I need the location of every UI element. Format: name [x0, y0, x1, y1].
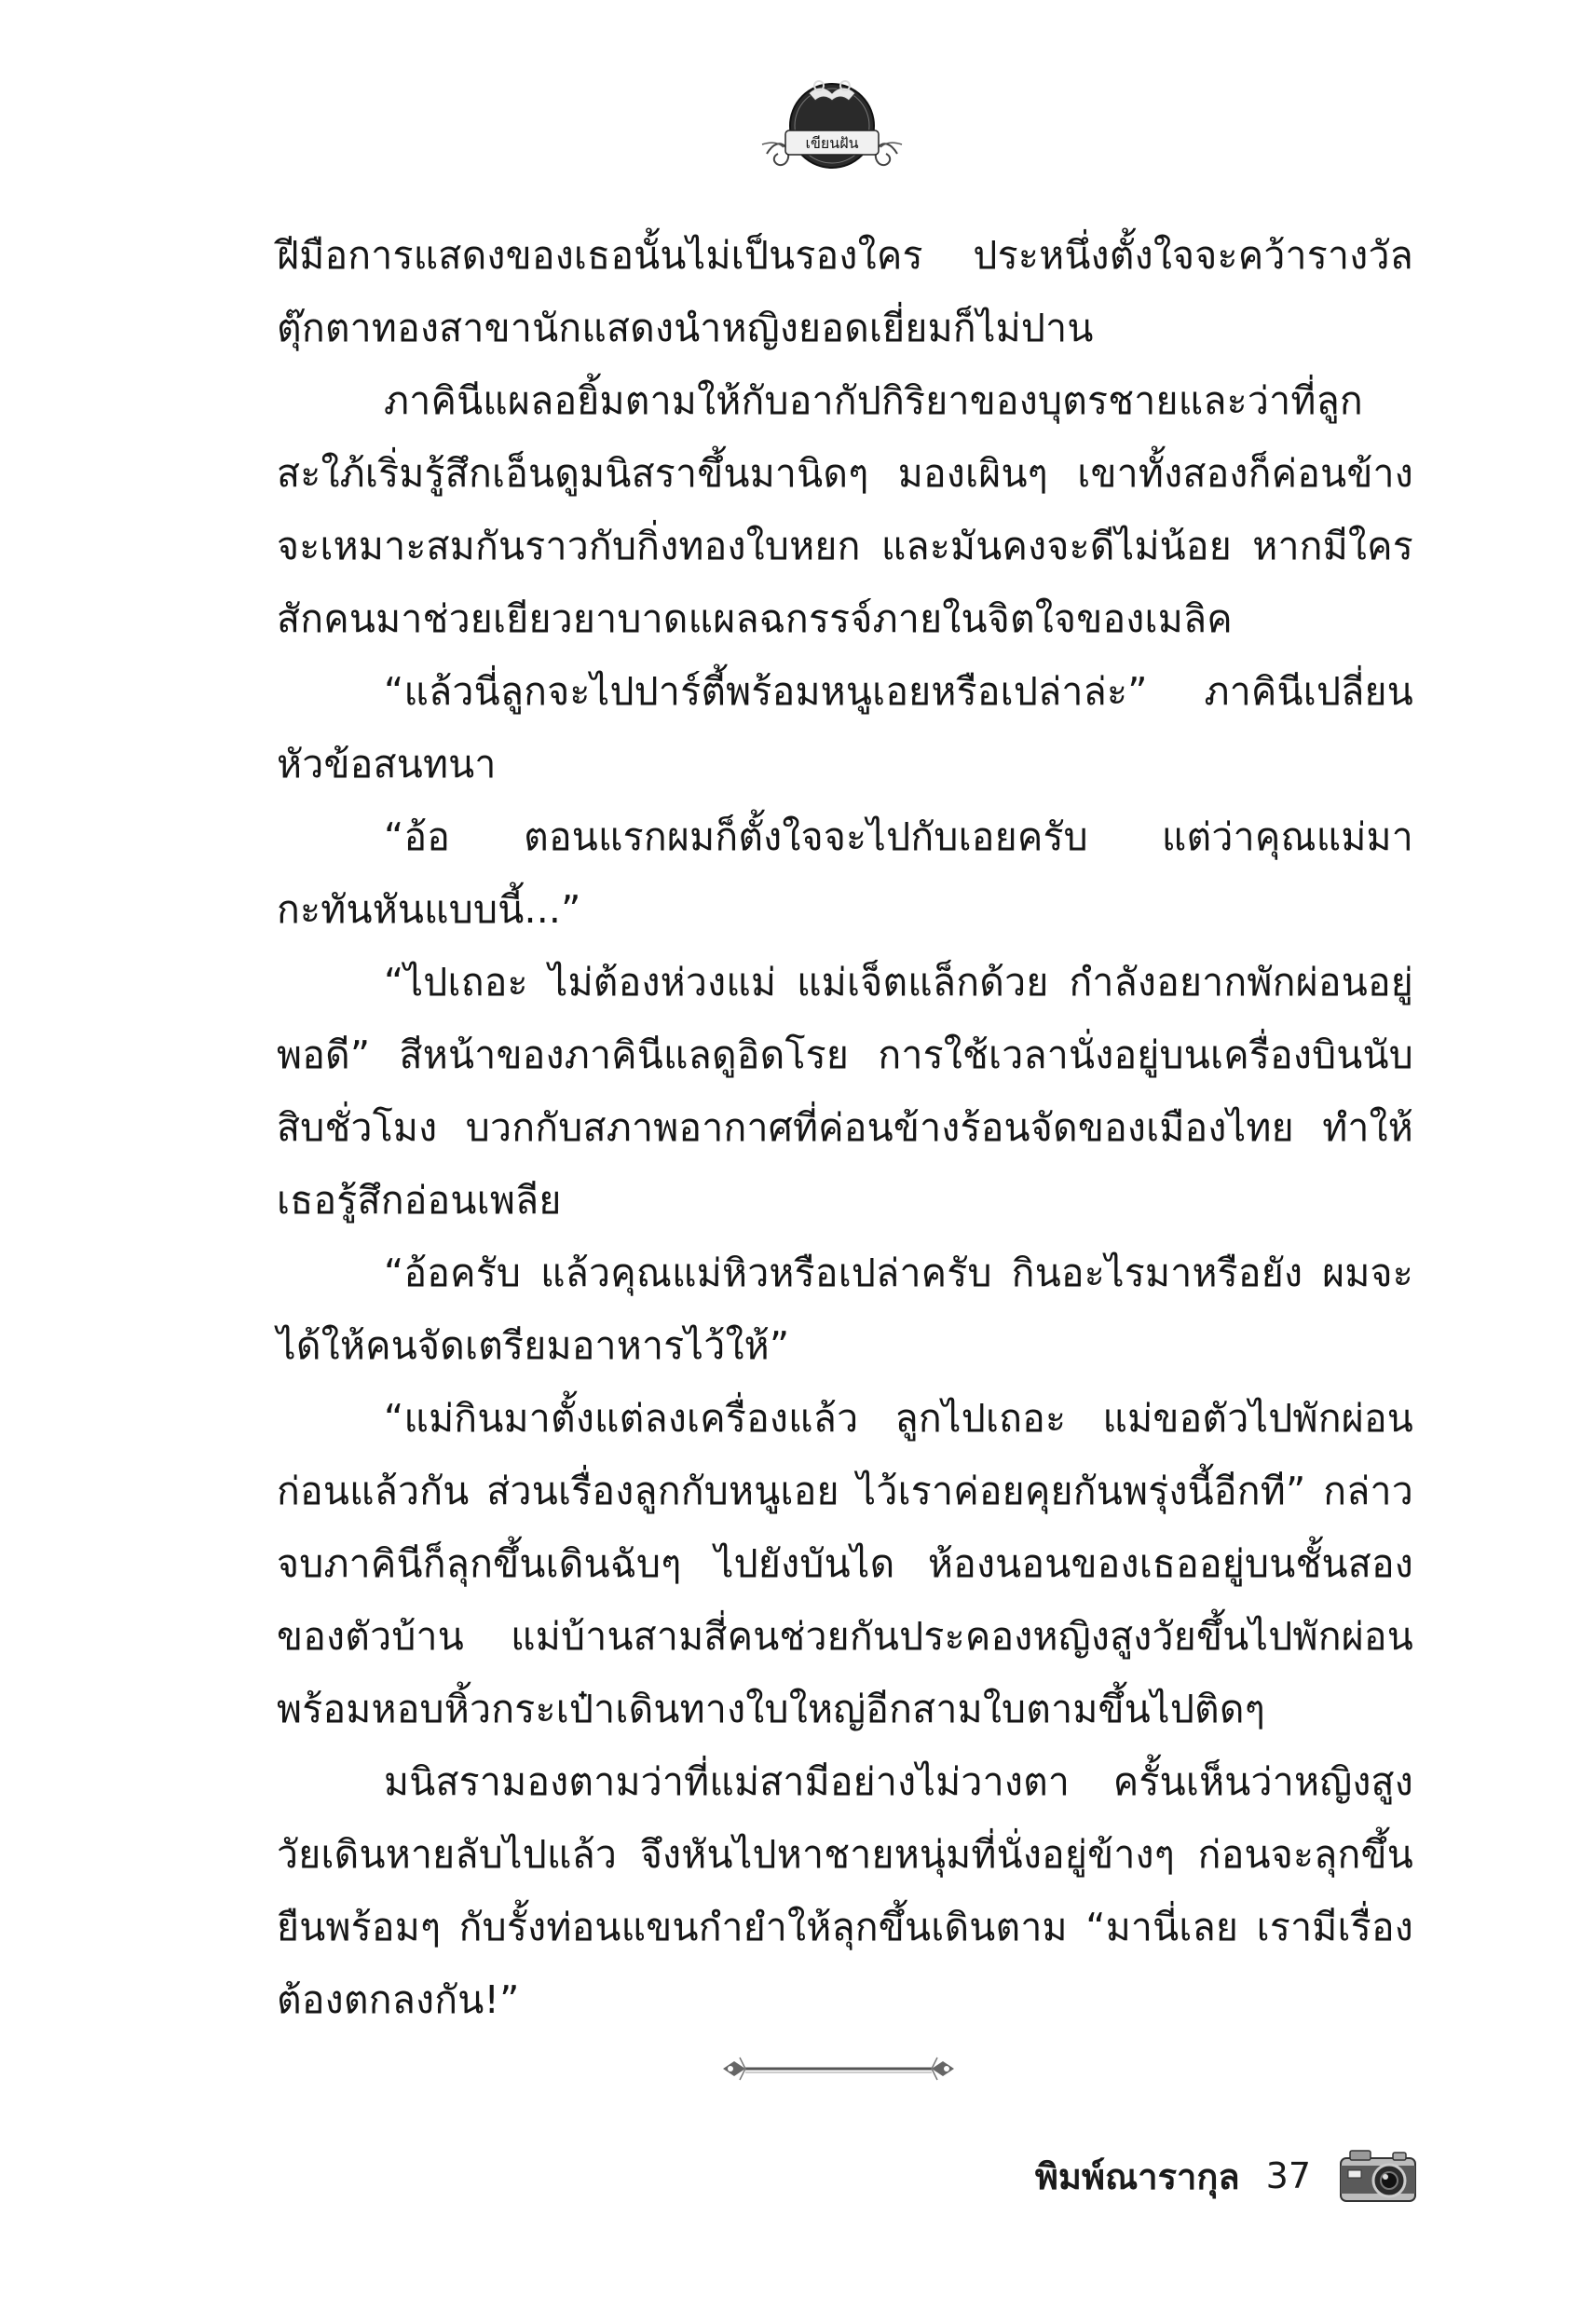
body-text	[277, 219, 1413, 2036]
publisher-logo-icon	[757, 65, 907, 177]
paragraph: มนิสรามองตามว่าที่แม่สามีอย่างไม่วางตา ครั้นเห็นว่าหญิงสูงวัยเดินหายลับไปแล้ว จึงหันไปหาชายหนุ่มที่นั่งอยู่ข้างๆ ก่อนจะลุกขึ้นยืนพร้อมๆ กับรั้งท่อนแขนกำยำให้ลุกขึ้นเดินตาม “มานี่เลย เรามีเรื่องต้องตกลงกัน!”	[277, 1759, 1413, 2022]
page-footer	[1035, 2134, 1419, 2218]
paragraph: “แล้วนี่ลูกจะไปปาร์ตี้พร้อมหนูเอยหรือเปล่าล่ะ” ภาคินีเปลี่ยนหัวข้อสนทนา	[277, 669, 1413, 786]
svg-text:เขียนฝัน: เขียนฝัน	[805, 134, 859, 152]
publisher-logo	[757, 65, 907, 177]
book-title: พิมพ์ณารากุล	[1034, 2155, 1240, 2197]
divider-ornament-icon	[717, 2050, 960, 2087]
paragraph: “ไปเถอะ ไม่ต้องห่วงแม่ แม่เจ็ตแล็กด้วย กำลังอยากพักผ่อนอยู่พอดี” สีหน้าของภาคินีแลดูอิดโรย การใช้เวลานั่งอยู่บนเครื่องบินนับสิบชั่วโมง บวกกับสภาพอากาศที่ค่อนข้างร้อนจัดของเมืองไทย ทำให้เธอรู้สึกอ่อนเพลีย	[277, 960, 1413, 1223]
camera-icon	[1337, 2145, 1419, 2207]
paragraph: ภาคินีแผลอยิ้มตามให้กับอากัปกิริยาของบุตรชายและว่าที่ลูกสะใภ้เริ่มรู้สึกเอ็นดูมนิสราขึ้นมานิดๆ มองเผินๆ เขาทั้งสองก็ค่อนข้างจะเหมาะสมกันราวกับกิ่งทองใบหยก และมันคงจะดีไม่น้อย หากมีใครสักคนมาช่วยเยียวยาบาดแผลฉกรรจ์ภายในจิตใจของเมลิค	[277, 378, 1413, 641]
paragraph: “อ้อ ตอนแรกผมก็ตั้งใจจะไปกับเอยครับ แต่ว่าคุณแม่มากะทันหันแบบนี้...”	[277, 814, 1413, 932]
paragraph: “แม่กินมาตั้งแต่ลงเครื่องแล้ว ลูกไปเถอะ แม่ขอตัวไปพักผ่อนก่อนแล้วกัน ส่วนเรื่องลูกกับหนูเอย ไว้เราค่อยคุยกันพรุ่งนี้อีกที” กล่าวจบภาคินีก็ลุกขึ้นเดินฉับๆ ไปยังบันได ห้องนอนของเธออยู่บนชั้นสองของตัวบ้าน แม่บ้านสามสี่คนช่วยกันประคองหญิงสูงวัยขึ้นไปพักผ่อน พร้อมหอบหิ้วกระเป๋าเดินทางใบใหญ่อีกสามใบตามขึ้นไปติดๆ	[277, 1396, 1413, 1731]
paragraph: ฝีมือการแสดงของเธอนั้นไม่เป็นรองใคร ประหนึ่งตั้งใจจะคว้ารางวัลตุ๊กตาทองสาขานักแสดงนำหญิงยอดเยี่ยมก็ไม่ปาน	[277, 233, 1413, 350]
page-number: 37	[1265, 2155, 1311, 2196]
section-divider-ornament	[717, 2050, 960, 2087]
paragraph: “อ้อครับ แล้วคุณแม่หิวหรือเปล่าครับ กินอะไรมาหรือยัง ผมจะได้ให้คนจัดเตรียมอาหารไว้ให้”	[277, 1251, 1413, 1368]
